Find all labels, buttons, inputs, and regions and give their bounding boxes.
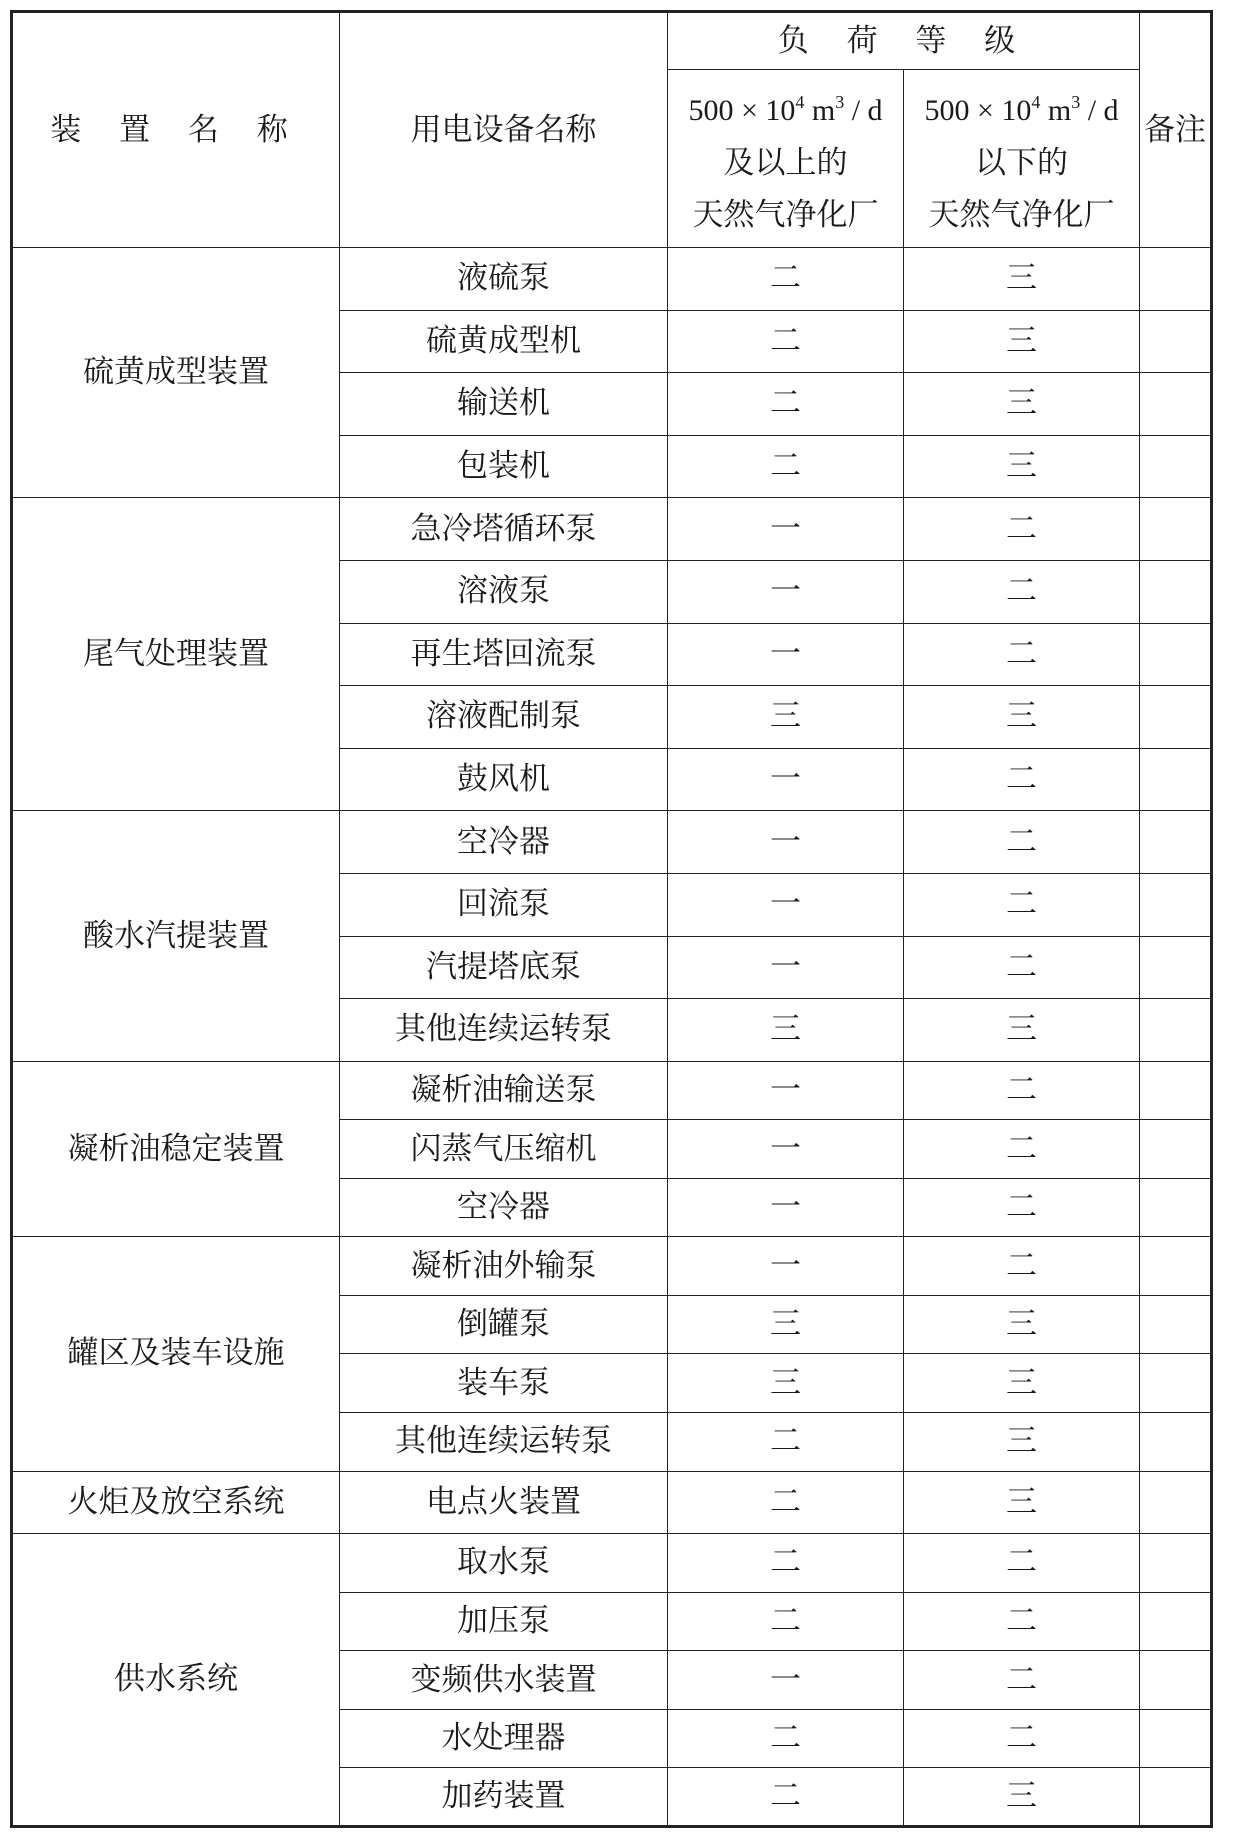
table-row bbox=[12, 811, 1212, 874]
table-row bbox=[12, 1237, 1212, 1296]
remarks-cell bbox=[1140, 1295, 1212, 1354]
device-name-cell: 罐区及装车设施 bbox=[12, 1237, 340, 1471]
equipment-name-cell: 其他连续运转泵 bbox=[340, 999, 668, 1062]
table-row bbox=[12, 1534, 1212, 1593]
header-large-plant bbox=[668, 70, 904, 248]
remarks-cell bbox=[1140, 1768, 1212, 1827]
grade-large-cell: 二 bbox=[668, 1709, 904, 1768]
grade-small-cell: 三 bbox=[904, 248, 1140, 311]
equipment-name-cell: 再生塔回流泵 bbox=[340, 623, 668, 686]
grade-small-cell: 三 bbox=[904, 686, 1140, 749]
header-remarks: 备注 bbox=[1140, 12, 1212, 248]
grade-large-cell: 一 bbox=[668, 1120, 904, 1179]
remarks-cell bbox=[1140, 686, 1212, 749]
equipment-name-cell: 液硫泵 bbox=[340, 248, 668, 311]
grade-small-cell: 三 bbox=[904, 1354, 1140, 1413]
header-small-plant bbox=[904, 70, 1140, 248]
grade-large-cell: 三 bbox=[668, 1354, 904, 1413]
remarks-cell bbox=[1140, 1061, 1212, 1120]
remarks-cell bbox=[1140, 873, 1212, 936]
equipment-name-cell: 鼓风机 bbox=[340, 748, 668, 811]
grade-small-cell: 二 bbox=[904, 1120, 1140, 1179]
grade-large-cell: 二 bbox=[668, 373, 904, 436]
grade-large-cell: 一 bbox=[668, 498, 904, 561]
grade-small-cell: 三 bbox=[904, 999, 1140, 1062]
equipment-name-cell: 硫黄成型机 bbox=[340, 310, 668, 373]
remarks-cell bbox=[1140, 1178, 1212, 1237]
equipment-name-cell: 加压泵 bbox=[340, 1592, 668, 1651]
grade-small-cell: 二 bbox=[904, 623, 1140, 686]
grade-small-cell: 三 bbox=[904, 373, 1140, 436]
header-large-plant-type: 天然气净化厂 bbox=[692, 197, 879, 233]
equipment-name-cell: 回流泵 bbox=[340, 873, 668, 936]
grade-small-cell: 二 bbox=[904, 811, 1140, 874]
header-equipment-name: 用电设备名称 bbox=[340, 12, 668, 248]
grade-large-cell: 一 bbox=[668, 748, 904, 811]
header-small-plant-qualifier: 以下的 bbox=[975, 145, 1068, 181]
grade-small-cell: 三 bbox=[904, 1295, 1140, 1354]
grade-small-cell: 二 bbox=[904, 1709, 1140, 1768]
equipment-name-cell: 装车泵 bbox=[340, 1354, 668, 1413]
table-row bbox=[12, 1061, 1212, 1120]
equipment-name-cell: 凝析油输送泵 bbox=[340, 1061, 668, 1120]
grade-large-cell: 二 bbox=[668, 1471, 904, 1534]
grade-large-cell: 一 bbox=[668, 811, 904, 874]
grade-small-cell: 二 bbox=[904, 748, 1140, 811]
device-name-cell: 供水系统 bbox=[12, 1534, 340, 1827]
grade-large-cell: 一 bbox=[668, 1178, 904, 1237]
grade-large-cell: 二 bbox=[668, 248, 904, 311]
device-name-cell: 火炬及放空系统 bbox=[12, 1471, 340, 1534]
grade-large-cell: 二 bbox=[668, 310, 904, 373]
grade-small-cell: 二 bbox=[904, 936, 1140, 999]
remarks-cell bbox=[1140, 1534, 1212, 1593]
grade-small-cell: 三 bbox=[904, 1413, 1140, 1472]
header-small-plant-type: 天然气净化厂 bbox=[928, 197, 1115, 233]
remarks-cell bbox=[1140, 435, 1212, 498]
grade-small-cell: 二 bbox=[904, 1061, 1140, 1120]
remarks-cell bbox=[1140, 1709, 1212, 1768]
grade-small-cell: 二 bbox=[904, 873, 1140, 936]
grade-small-cell: 二 bbox=[904, 498, 1140, 561]
grade-large-cell: 三 bbox=[668, 1295, 904, 1354]
device-name-cell: 硫黄成型装置 bbox=[12, 248, 340, 498]
grade-small-cell: 二 bbox=[904, 1651, 1140, 1710]
remarks-cell bbox=[1140, 1651, 1212, 1710]
equipment-name-cell: 倒罐泵 bbox=[340, 1295, 668, 1354]
remarks-cell bbox=[1140, 1592, 1212, 1651]
grade-large-cell: 三 bbox=[668, 999, 904, 1062]
equipment-name-cell: 包装机 bbox=[340, 435, 668, 498]
grade-large-cell: 一 bbox=[668, 936, 904, 999]
remarks-cell bbox=[1140, 1120, 1212, 1179]
grade-small-cell: 三 bbox=[904, 435, 1140, 498]
remarks-cell bbox=[1140, 1354, 1212, 1413]
grade-large-cell: 二 bbox=[668, 1592, 904, 1651]
grade-large-cell: 二 bbox=[668, 1534, 904, 1593]
grade-large-cell: 二 bbox=[668, 1413, 904, 1472]
grade-small-cell: 三 bbox=[904, 1471, 1140, 1534]
grade-small-cell: 二 bbox=[904, 1178, 1140, 1237]
remarks-cell bbox=[1140, 1471, 1212, 1534]
remarks-cell bbox=[1140, 373, 1212, 436]
table-body bbox=[12, 248, 1212, 1827]
equipment-name-cell: 变频供水装置 bbox=[340, 1651, 668, 1710]
equipment-name-cell: 汽提塔底泵 bbox=[340, 936, 668, 999]
grade-small-cell: 二 bbox=[904, 1237, 1140, 1296]
device-name-cell: 凝析油稳定装置 bbox=[12, 1061, 340, 1237]
equipment-name-cell: 空冷器 bbox=[340, 1178, 668, 1237]
table-row bbox=[12, 248, 1212, 311]
table-header bbox=[12, 12, 1212, 248]
header-large-plant-qualifier: 及以上的 bbox=[723, 145, 848, 181]
remarks-cell bbox=[1140, 498, 1212, 561]
load-grade-table bbox=[10, 10, 1213, 1828]
grade-large-cell: 一 bbox=[668, 1237, 904, 1296]
grade-small-cell: 二 bbox=[904, 1592, 1140, 1651]
remarks-cell bbox=[1140, 1413, 1212, 1472]
remarks-cell bbox=[1140, 811, 1212, 874]
remarks-cell bbox=[1140, 999, 1212, 1062]
device-name-cell: 尾气处理装置 bbox=[12, 498, 340, 811]
grade-small-cell: 二 bbox=[904, 1534, 1140, 1593]
header-large-plant-capacity: $500 \times 10^4$ $m^3$ / d bbox=[688, 92, 883, 127]
equipment-name-cell: 凝析油外输泵 bbox=[340, 1237, 668, 1296]
header-small-plant-capacity: $500 \times 10^4$ $m^3$ / d bbox=[924, 92, 1119, 127]
equipment-name-cell: 输送机 bbox=[340, 373, 668, 436]
grade-large-cell: 一 bbox=[668, 873, 904, 936]
grade-large-cell: 二 bbox=[668, 1768, 904, 1827]
header-load-grade: 负 荷 等 级 bbox=[668, 12, 1140, 70]
equipment-name-cell: 水处理器 bbox=[340, 1709, 668, 1768]
remarks-cell bbox=[1140, 560, 1212, 623]
grade-large-cell: 一 bbox=[668, 1651, 904, 1710]
equipment-name-cell: 其他连续运转泵 bbox=[340, 1413, 668, 1472]
grade-large-cell: 三 bbox=[668, 686, 904, 749]
header-device-name: 装 置 名 称 bbox=[12, 12, 340, 248]
remarks-cell bbox=[1140, 248, 1212, 311]
table-row bbox=[12, 1471, 1212, 1534]
device-name-cell: 酸水汽提装置 bbox=[12, 811, 340, 1061]
equipment-name-cell: 溶液配制泵 bbox=[340, 686, 668, 749]
grade-small-cell: 二 bbox=[904, 560, 1140, 623]
equipment-name-cell: 电点火装置 bbox=[340, 1471, 668, 1534]
remarks-cell bbox=[1140, 748, 1212, 811]
grade-small-cell: 三 bbox=[904, 1768, 1140, 1827]
grade-large-cell: 一 bbox=[668, 623, 904, 686]
equipment-name-cell: 溶液泵 bbox=[340, 560, 668, 623]
equipment-name-cell: 取水泵 bbox=[340, 1534, 668, 1593]
remarks-cell bbox=[1140, 936, 1212, 999]
grade-large-cell: 一 bbox=[668, 560, 904, 623]
grade-small-cell: 三 bbox=[904, 310, 1140, 373]
remarks-cell bbox=[1140, 1237, 1212, 1296]
remarks-cell bbox=[1140, 310, 1212, 373]
equipment-name-cell: 空冷器 bbox=[340, 811, 668, 874]
equipment-name-cell: 闪蒸气压缩机 bbox=[340, 1120, 668, 1179]
grade-large-cell: 二 bbox=[668, 435, 904, 498]
table-row bbox=[12, 498, 1212, 561]
equipment-name-cell: 加药装置 bbox=[340, 1768, 668, 1827]
grade-large-cell: 一 bbox=[668, 1061, 904, 1120]
equipment-name-cell: 急冷塔循环泵 bbox=[340, 498, 668, 561]
remarks-cell bbox=[1140, 623, 1212, 686]
